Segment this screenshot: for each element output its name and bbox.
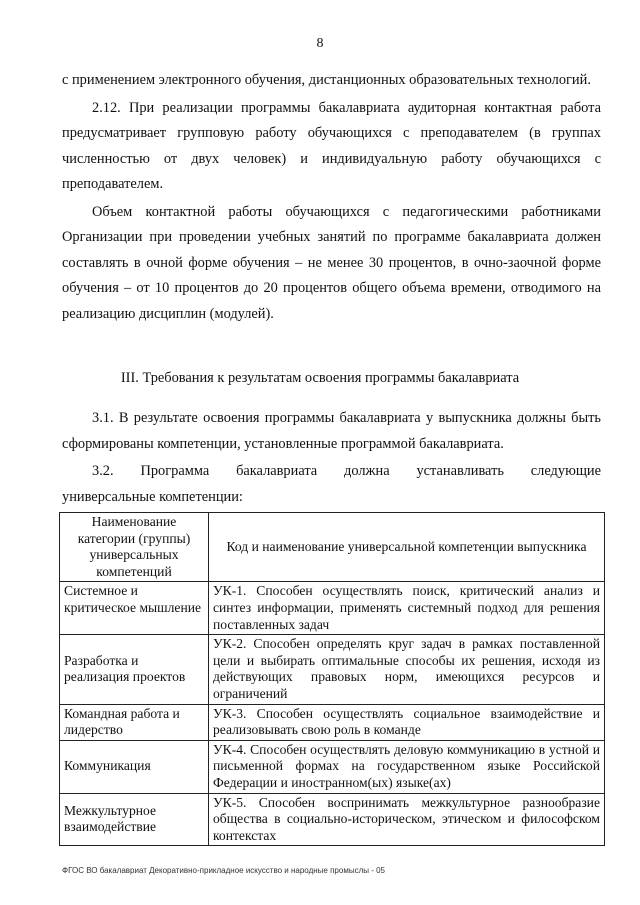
paragraph-contact-work: Объем контактной работы обучающихся с педагогическими работниками Организации при проведении учебных занятий по программе бакалавриата должен составлять в очной форме обучения – не менее 30 процентов, в очно-заочной форме обучения – от 10 процентов до 20 процентов общего объема времени, отводимого на реализацию дисциплин (модулей). bbox=[62, 203, 601, 322]
section-text bbox=[62, 406, 601, 510]
paragraph-3-1: 3.1. В результате освоения программы бакалавриата у выпускника должны быть сформированы компетенции, установленные программой бакалавриата. bbox=[62, 410, 601, 452]
paragraph-3-2-line2: универсальные компетенции: bbox=[62, 488, 243, 505]
table-row bbox=[60, 582, 605, 635]
header-category: Наименование категории (группы) универсальных компетенций bbox=[60, 513, 209, 582]
table-header-row bbox=[60, 513, 605, 582]
row-category: Системное и критическое мышление bbox=[60, 582, 209, 635]
paragraph-continuation: с применением электронного обучения, дистанционных образовательных технологий. bbox=[62, 72, 591, 88]
header-competence: Код и наименование универсальной компетенции выпускника bbox=[209, 513, 605, 582]
table-row bbox=[60, 635, 605, 704]
section-title: III. Требования к результатам освоения программы бакалавриата bbox=[120, 370, 520, 386]
row-competence: УК-5. Способен воспринимать межкультурное разнообразие общества в социально-историческом, этическом и философском контекстах bbox=[209, 793, 605, 846]
table-row bbox=[60, 793, 605, 846]
page-number: 8 bbox=[316, 36, 324, 51]
paragraph-2-12: 2.12. При реализации программы бакалавриата аудиторная контактная работа предусматривает групповую работу обучающихся с преподавателем (в группах численностью от двух человек) и индивидуальную работу обучающихся с преподавателем. bbox=[62, 99, 601, 192]
row-category: Межкультурное взаимодействие bbox=[60, 793, 209, 846]
intro-text bbox=[62, 68, 601, 327]
row-category: Коммуникация bbox=[60, 740, 209, 793]
competence-table bbox=[59, 512, 605, 846]
row-category: Разработка и реализация проектов bbox=[60, 635, 209, 704]
table-row bbox=[60, 740, 605, 793]
table-row bbox=[60, 704, 605, 740]
row-competence: УК-2. Способен определять круг задач в рамках поставленной цели и выбирать оптимальные способы их решения, исходя из действующих правовых норм, имеющихся ресурсов и ограничений bbox=[209, 635, 605, 704]
row-competence: УК-4. Способен осуществлять деловую коммуникацию в устной и письменной формах на государственном языке Российской Федерации и иностранном(ых) языке(ах) bbox=[209, 740, 605, 793]
row-category: Командная работа и лидерство bbox=[60, 704, 209, 740]
row-competence: УК-3. Способен осуществлять социальное взаимодействие и реализовывать свою роль в команде bbox=[209, 704, 605, 740]
row-competence: УК-1. Способен осуществлять поиск, критический анализ и синтез информации, применять системный подход для решения поставленных задач bbox=[209, 582, 605, 635]
paragraph-3-2-line1: 3.2. Программа бакалавриата должна устанавливать следующие bbox=[92, 463, 601, 479]
page-footer: ФГОС ВО бакалавриат Декоративно-прикладное искусство и народные промыслы - 05 bbox=[62, 866, 385, 875]
